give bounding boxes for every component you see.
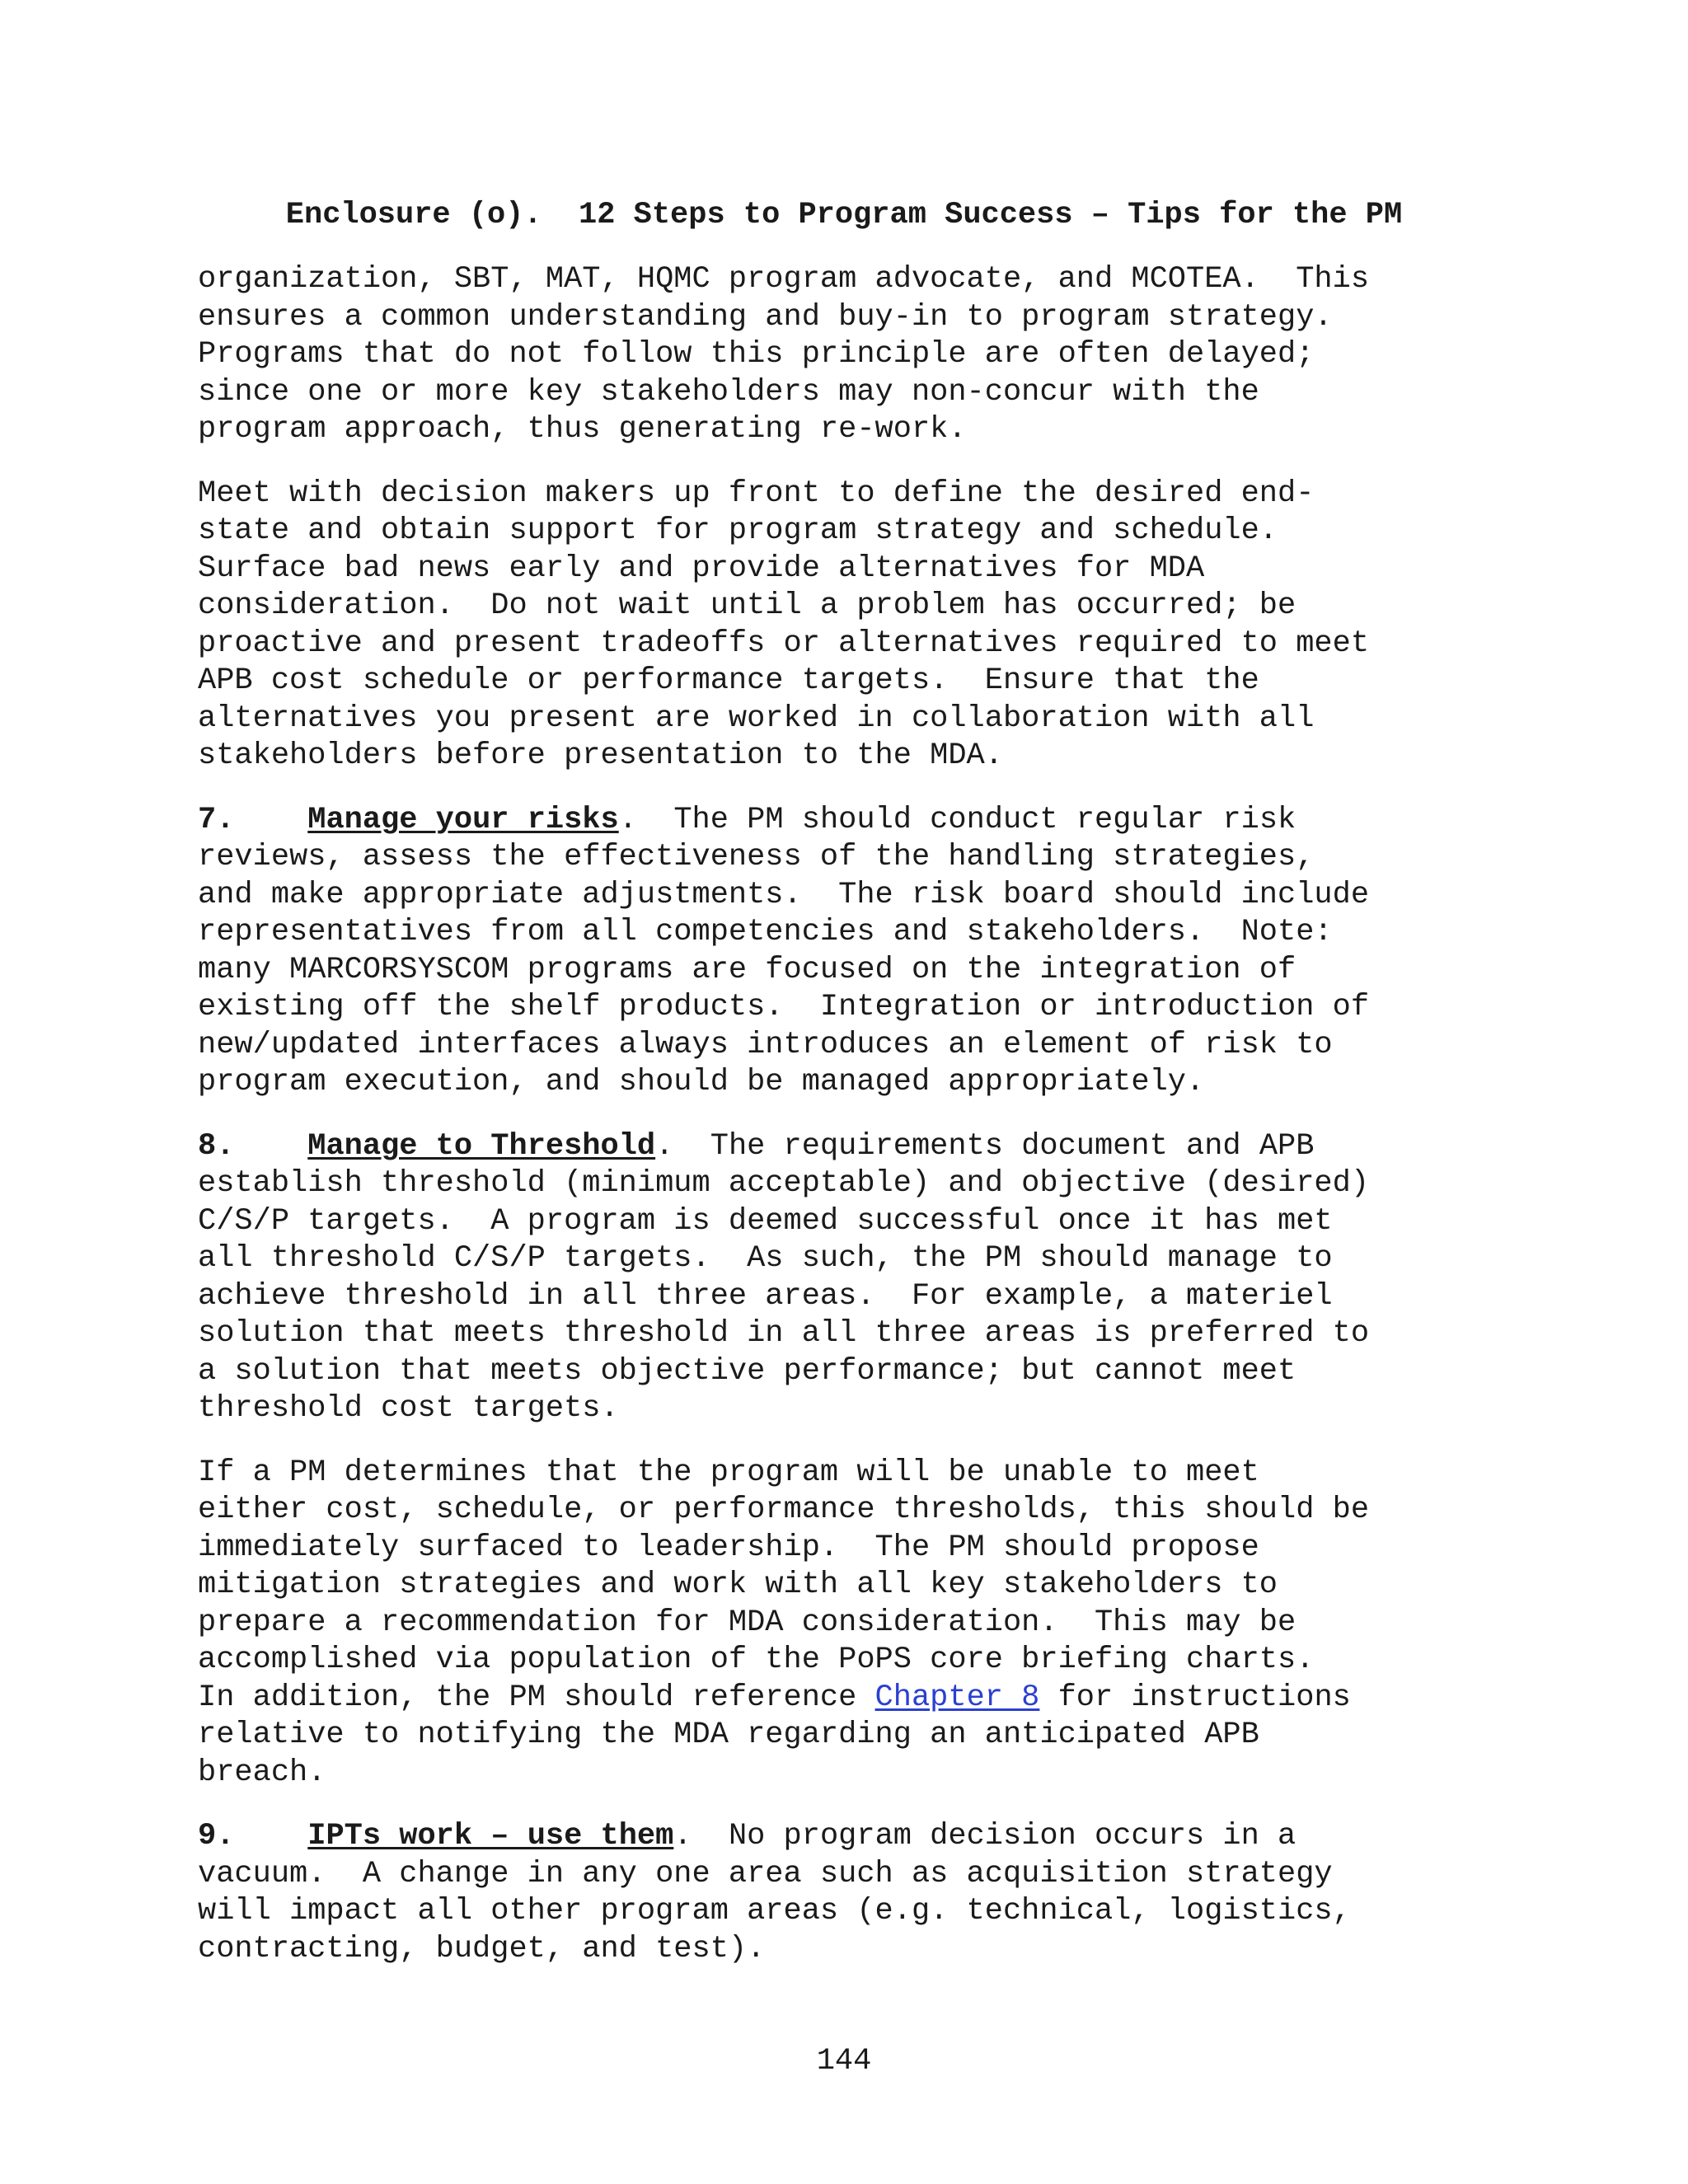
body-text — [198, 261, 1517, 1994]
paragraph-stakeholders: organization, SBT, MAT, HQMC program advocate, and MCOTEA. This ensures a common understanding and buy-in to program strategy. Programs that do not follow this principle are often delayed; since one or more key stakeholders may non-concur with the program approach, thus generating re-work. — [198, 262, 1370, 447]
step-7-text: . The PM should conduct regular risk reviews, assess the effectiveness of the handling strategies, and make appropriate adjustments. The risk board should include representatives from all competencies and stakeholders. Note: many MARCORSYSCOM programs are focused on the integration of existing off the shelf products. Integration or introduction of new/updated interfaces always introduces an element of risk to program execution, and should be managed appropriately. — [198, 802, 1370, 1099]
page-number: 144 — [816, 2044, 872, 2079]
step-9-heading: IPTs work – use them — [307, 1819, 674, 1854]
paragraph-decision-makers: Meet with decision makers up front to define the desired end- state and obtain support for program strategy and schedule. Surface bad news early and provide alternatives for MDA consideration. Do not wait until a problem has occurred; be proactive and present tradeoffs or alternatives required to meet APB cost schedule or performance targets. Ensure that the alternatives you present are worked in collaboration with all stakeholders before presentation to the MDA. — [198, 476, 1370, 773]
step-8-paragraph — [198, 1128, 1517, 1428]
step-8-text: . The requirements document and APB establish threshold (minimum acceptable) and objective (desired) C/S/P targets. A program is deemed successful once it has met all threshold C/S/P targets. As such, the PM should manage to achieve threshold in all three areas. For example, a materiel solution that meets threshold in all three areas is preferred to a solution that meets objective performance; but cannot meet threshold cost targets. — [198, 1128, 1370, 1426]
page-header: Enclosure (o). 12 Steps to Program Success – Tips for the PM — [285, 198, 1403, 232]
step-7-paragraph — [198, 802, 1517, 1102]
step-9-number: 9. — [198, 1819, 235, 1854]
step-8-number: 8. — [198, 1128, 235, 1164]
thresholds-text-before-link: If a PM determines that the program will be unable to meet either cost, schedule, or performance thresholds, this should be immediately surfaced to leadership. The PM should propose mitigation strategies and work with all key stakeholders to prepare a recommendation for MDA consideration. This may be accomplished via population of the PoPS core briefing charts. In addition, the PM should reference — [198, 1455, 1370, 1715]
step-8-heading: Manage to Threshold — [307, 1128, 656, 1164]
step-7-number: 7. — [198, 802, 235, 837]
paragraph-thresholds — [198, 1455, 1517, 1793]
step-9-text: . No program decision occurs in a vacuum. A change in any one area such as acquisition strategy will impact all other program areas (e.g. technical, logistics, contracting, budget, and test). — [198, 1819, 1351, 1966]
step-7-heading: Manage your risks — [307, 802, 619, 837]
step-9-paragraph — [198, 1818, 1517, 1968]
thresholds-text-after-link: for instructions relative to notifying the MDA regarding an anticipated APB breach. — [198, 1680, 1351, 1790]
chapter-8-link[interactable]: Chapter 8 — [874, 1680, 1040, 1715]
